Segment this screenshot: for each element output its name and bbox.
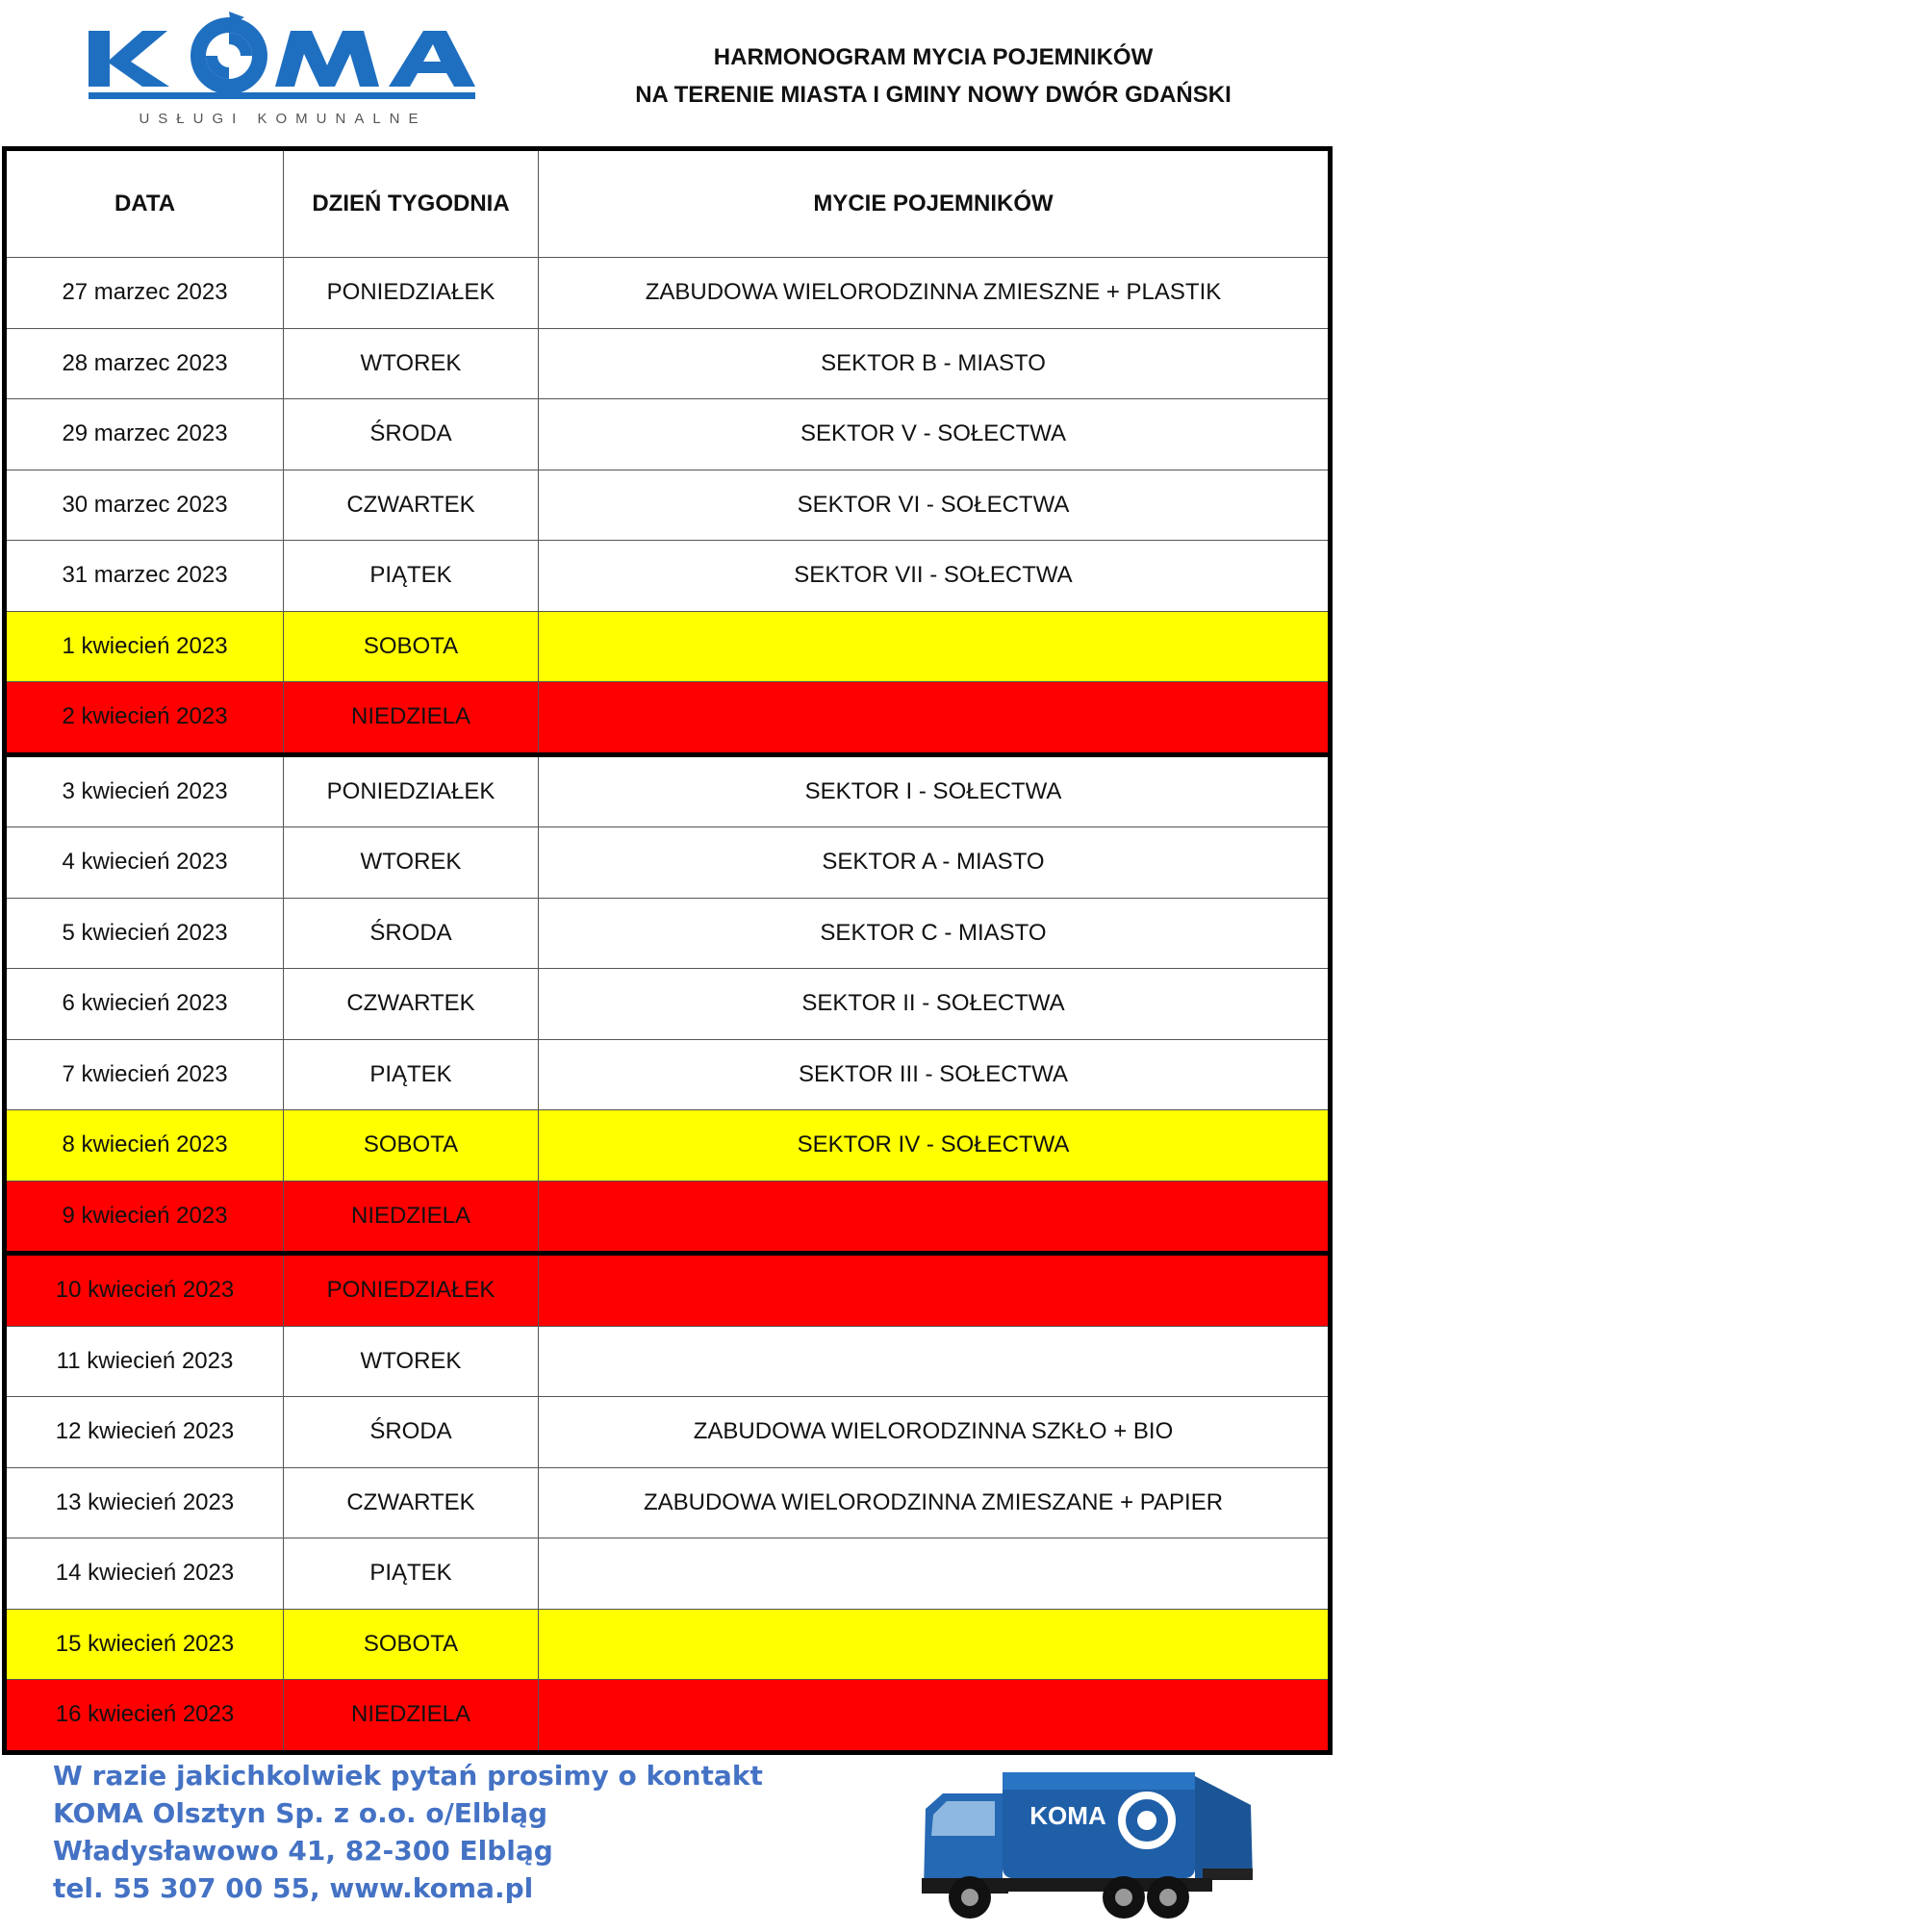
page-title xyxy=(597,38,1270,114)
cell-date: 9 kwiecień 2023 xyxy=(5,1181,284,1254)
contact-line-4: tel. 55 307 00 55, www.koma.pl xyxy=(53,1872,534,1904)
cell-date: 3 kwiecień 2023 xyxy=(5,754,284,827)
cell-date: 11 kwiecień 2023 xyxy=(5,1326,284,1397)
table-row xyxy=(5,1467,1331,1538)
title-line-2: NA TERENIE MIASTA I GMINY NOWY DWÓR GDAŃSKI xyxy=(635,82,1232,108)
cell-task: SEKTOR VII - SOŁECTWA xyxy=(539,541,1331,612)
contact-line-2: KOMA Olsztyn Sp. z o.o. o/Elbląg xyxy=(53,1797,548,1829)
table-header-row xyxy=(5,149,1331,258)
cell-task xyxy=(539,1538,1331,1610)
koma-logo xyxy=(85,6,479,127)
cell-task: SEKTOR C - MIASTO xyxy=(539,898,1331,969)
garbage-truck-icon xyxy=(914,1755,1265,1926)
truck-brand-label: KOMA xyxy=(1029,1801,1106,1830)
cell-date: 7 kwiecień 2023 xyxy=(5,1039,284,1110)
cell-task: ZABUDOWA WIELORODZINNA SZKŁO + BIO xyxy=(539,1397,1331,1468)
cell-day: SOBOTA xyxy=(284,1110,539,1182)
table-row xyxy=(5,541,1331,612)
cell-day: PONIEDZIAŁEK xyxy=(284,258,539,329)
table-row xyxy=(5,682,1331,755)
cell-day: SOBOTA xyxy=(284,1609,539,1680)
table-row xyxy=(5,1397,1331,1468)
cell-date: 15 kwiecień 2023 xyxy=(5,1609,284,1680)
contact-info xyxy=(53,1757,763,1907)
cell-day: PIĄTEK xyxy=(284,1039,539,1110)
cell-task: SEKTOR IV - SOŁECTWA xyxy=(539,1110,1331,1182)
table-row xyxy=(5,969,1331,1040)
cell-day: CZWARTEK xyxy=(284,969,539,1040)
cell-task xyxy=(539,1181,1331,1254)
cell-date: 8 kwiecień 2023 xyxy=(5,1110,284,1182)
table-row xyxy=(5,611,1331,682)
cell-date: 10 kwiecień 2023 xyxy=(5,1254,284,1327)
cell-day: PIĄTEK xyxy=(284,1538,539,1610)
cell-task: ZABUDOWA WIELORODZINNA ZMIESZANE + PAPIER xyxy=(539,1467,1331,1538)
title-line-1: HARMONOGRAM MYCIA POJEMNIKÓW xyxy=(713,44,1154,70)
cell-date: 14 kwiecień 2023 xyxy=(5,1538,284,1610)
cell-day: NIEDZIELA xyxy=(284,682,539,755)
table-row xyxy=(5,258,1331,329)
table-row xyxy=(5,470,1331,541)
cell-day: PONIEDZIAŁEK xyxy=(284,754,539,827)
cell-date: 27 marzec 2023 xyxy=(5,258,284,329)
table-row xyxy=(5,1609,1331,1680)
cell-task xyxy=(539,682,1331,755)
table-row xyxy=(5,328,1331,399)
cell-day: CZWARTEK xyxy=(284,470,539,541)
table-row xyxy=(5,898,1331,969)
cell-task: SEKTOR B - MIASTO xyxy=(539,328,1331,399)
cell-date: 28 marzec 2023 xyxy=(5,328,284,399)
cell-task xyxy=(539,1680,1331,1753)
header-date: DATA xyxy=(5,149,284,258)
koma-logo-icon xyxy=(85,6,479,127)
cell-day: ŚRODA xyxy=(284,399,539,470)
cell-date: 13 kwiecień 2023 xyxy=(5,1467,284,1538)
cell-day: CZWARTEK xyxy=(284,1467,539,1538)
cell-task xyxy=(539,611,1331,682)
cell-day: WTOREK xyxy=(284,1326,539,1397)
cell-date: 12 kwiecień 2023 xyxy=(5,1397,284,1468)
cell-task xyxy=(539,1326,1331,1397)
cell-date: 6 kwiecień 2023 xyxy=(5,969,284,1040)
cell-task xyxy=(539,1609,1331,1680)
cell-date: 4 kwiecień 2023 xyxy=(5,827,284,899)
cell-task: SEKTOR VI - SOŁECTWA xyxy=(539,470,1331,541)
cell-task: SEKTOR A - MIASTO xyxy=(539,827,1331,899)
table-row xyxy=(5,1538,1331,1610)
table-row xyxy=(5,399,1331,470)
cell-date: 30 marzec 2023 xyxy=(5,470,284,541)
cell-date: 31 marzec 2023 xyxy=(5,541,284,612)
header-day: DZIEŃ TYGODNIA xyxy=(284,149,539,258)
cell-day: NIEDZIELA xyxy=(284,1181,539,1254)
table-row xyxy=(5,827,1331,899)
table-row xyxy=(5,1680,1331,1753)
cell-date: 1 kwiecień 2023 xyxy=(5,611,284,682)
table-row xyxy=(5,1039,1331,1110)
cell-day: PONIEDZIAŁEK xyxy=(284,1254,539,1327)
table-row xyxy=(5,1181,1331,1254)
schedule-body xyxy=(5,258,1331,1753)
cell-day: NIEDZIELA xyxy=(284,1680,539,1753)
table-row xyxy=(5,754,1331,827)
schedule-table xyxy=(2,146,1333,1755)
cell-task: SEKTOR I - SOŁECTWA xyxy=(539,754,1331,827)
cell-day: ŚRODA xyxy=(284,898,539,969)
table-row xyxy=(5,1254,1331,1327)
cell-task: SEKTOR II - SOŁECTWA xyxy=(539,969,1331,1040)
cell-task: ZABUDOWA WIELORODZINNA ZMIESZNE + PLASTIK xyxy=(539,258,1331,329)
contact-line-1: W razie jakichkolwiek pytań prosimy o kontakt xyxy=(53,1760,763,1792)
cell-date: 2 kwiecień 2023 xyxy=(5,682,284,755)
cell-day: WTOREK xyxy=(284,328,539,399)
header-task: MYCIE POJEMNIKÓW xyxy=(539,149,1331,258)
cell-task: SEKTOR V - SOŁECTWA xyxy=(539,399,1331,470)
cell-day: WTOREK xyxy=(284,827,539,899)
cell-date: 5 kwiecień 2023 xyxy=(5,898,284,969)
cell-task xyxy=(539,1254,1331,1327)
cell-date: 29 marzec 2023 xyxy=(5,399,284,470)
cell-day: ŚRODA xyxy=(284,1397,539,1468)
contact-line-3: Władysławowo 41, 82-300 Elbląg xyxy=(53,1835,553,1867)
cell-task: SEKTOR III - SOŁECTWA xyxy=(539,1039,1331,1110)
cell-day: PIĄTEK xyxy=(284,541,539,612)
cell-day: SOBOTA xyxy=(284,611,539,682)
cell-date: 16 kwiecień 2023 xyxy=(5,1680,284,1753)
table-row xyxy=(5,1326,1331,1397)
table-row xyxy=(5,1110,1331,1182)
logo-tagline: USŁUGI KOMUNALNE xyxy=(139,111,427,127)
